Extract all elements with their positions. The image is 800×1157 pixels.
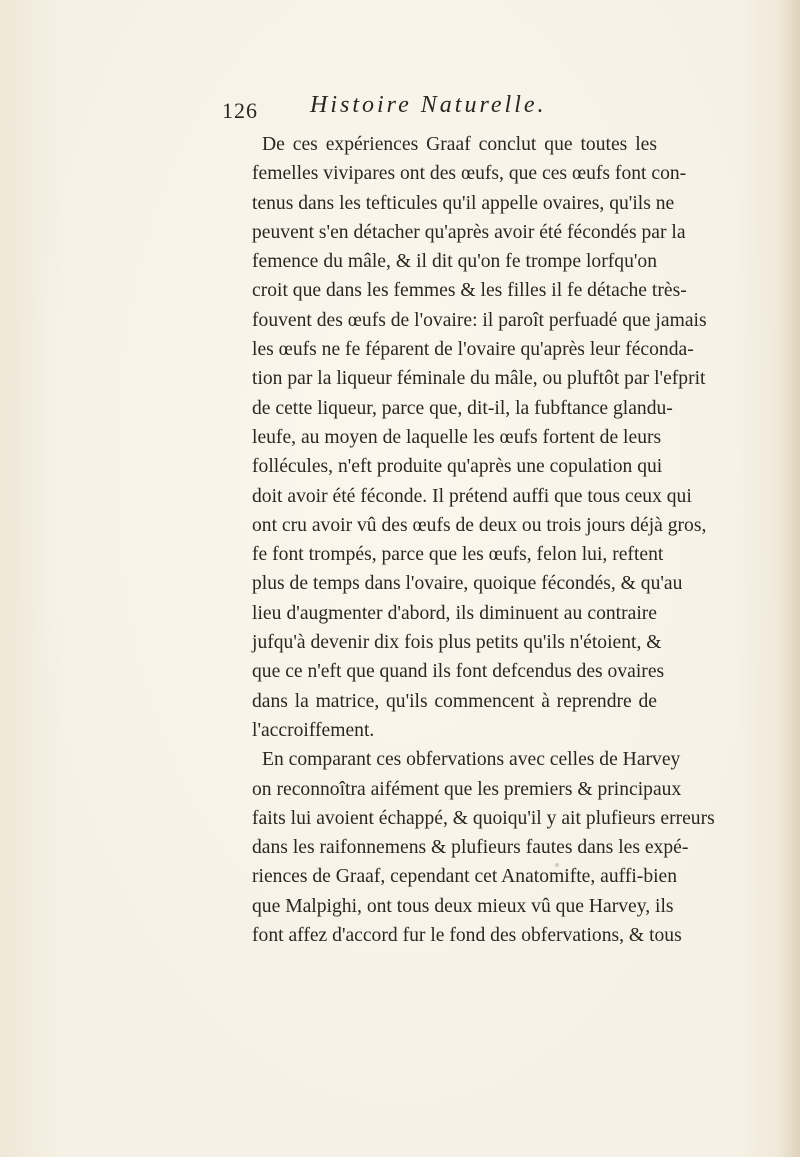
text-line: on reconnoîtra aifément que les premiers & principaux: [252, 778, 682, 800]
text-line: lieu d'augmenter d'abord, ils diminuent au contraire: [252, 602, 657, 624]
page-header: [222, 92, 662, 126]
text-line: ont cru avoir vû des œufs de deux ou trois jours déjà gros,: [252, 514, 707, 536]
text-line: faits lui avoient échappé, & quoiqu'il y ait plufieurs erreurs: [252, 807, 715, 829]
text-line: fe font trompés, parce que les œufs, felon lui, reftent: [252, 544, 664, 566]
paper-speck: [555, 863, 559, 867]
text-line: que Malpighi, ont tous deux mieux vû que Harvey, ils: [252, 895, 674, 917]
text-line: jufqu'à devenir dix fois plus petits qu'ils n'étoient, &: [252, 632, 662, 654]
page-number: 126: [222, 98, 258, 123]
text-line: riences de Graaf, cependant cet Anatomifte, auffi-bien: [252, 866, 678, 888]
text-line: croit que dans les femmes & les filles il fe détache très-: [252, 280, 687, 302]
text-line: follécules, n'eft produite qu'après une copulation qui: [252, 456, 663, 478]
page-edge-shadow: [778, 0, 800, 1157]
text-line: que ce n'eft que quand ils font defcendus des ovaires: [252, 661, 665, 683]
text-line: femelles vivipares ont des œufs, que ces œufs font con-: [252, 163, 687, 185]
text-line: tenus dans les tefticules qu'il appelle ovaires, qu'ils ne: [252, 192, 675, 214]
text-line: De ces expériences Graaf conclut que toutes les: [262, 134, 657, 155]
text-line: les œufs ne fe féparent de l'ovaire qu'après leur féconda-: [252, 339, 694, 361]
text-line: doit avoir été féconde. Il prétend auffi que tous ceux qui: [252, 485, 692, 507]
text-line: dans les raifonnemens & plufieurs fautes dans les expé-: [252, 837, 689, 859]
running-title: Histoire Naturelle.: [310, 92, 547, 118]
text-line: En comparant ces obfervations avec celles de Harvey: [262, 749, 681, 771]
body-text: [252, 130, 715, 950]
text-line: tion par la liqueur féminale du mâle, ou pluftôt par l'efprit: [252, 368, 706, 390]
text-line: femence du mâle, & il dit qu'on fe trompe lorfqu'on: [252, 251, 657, 273]
text-line: dans la matrice, qu'ils commencent à reprendre de: [252, 690, 657, 712]
text-line: peuvent s'en détacher qu'après avoir été fécondés par la: [252, 221, 686, 243]
text-line: fouvent des œufs de l'ovaire: il paroît perfuadé que jamais: [252, 309, 707, 331]
text-line: leufe, au moyen de laquelle les œufs fortent de leurs: [252, 426, 662, 448]
text-line: font affez d'accord fur le fond des obfervations, & tous: [252, 925, 682, 947]
text-line: plus de temps dans l'ovaire, quoique fécondés, & qu'au: [252, 573, 683, 595]
text-line: de cette liqueur, parce que, dit-il, la fubftance glandu-: [252, 397, 673, 419]
text-line: l'accroiffement.: [252, 719, 375, 741]
